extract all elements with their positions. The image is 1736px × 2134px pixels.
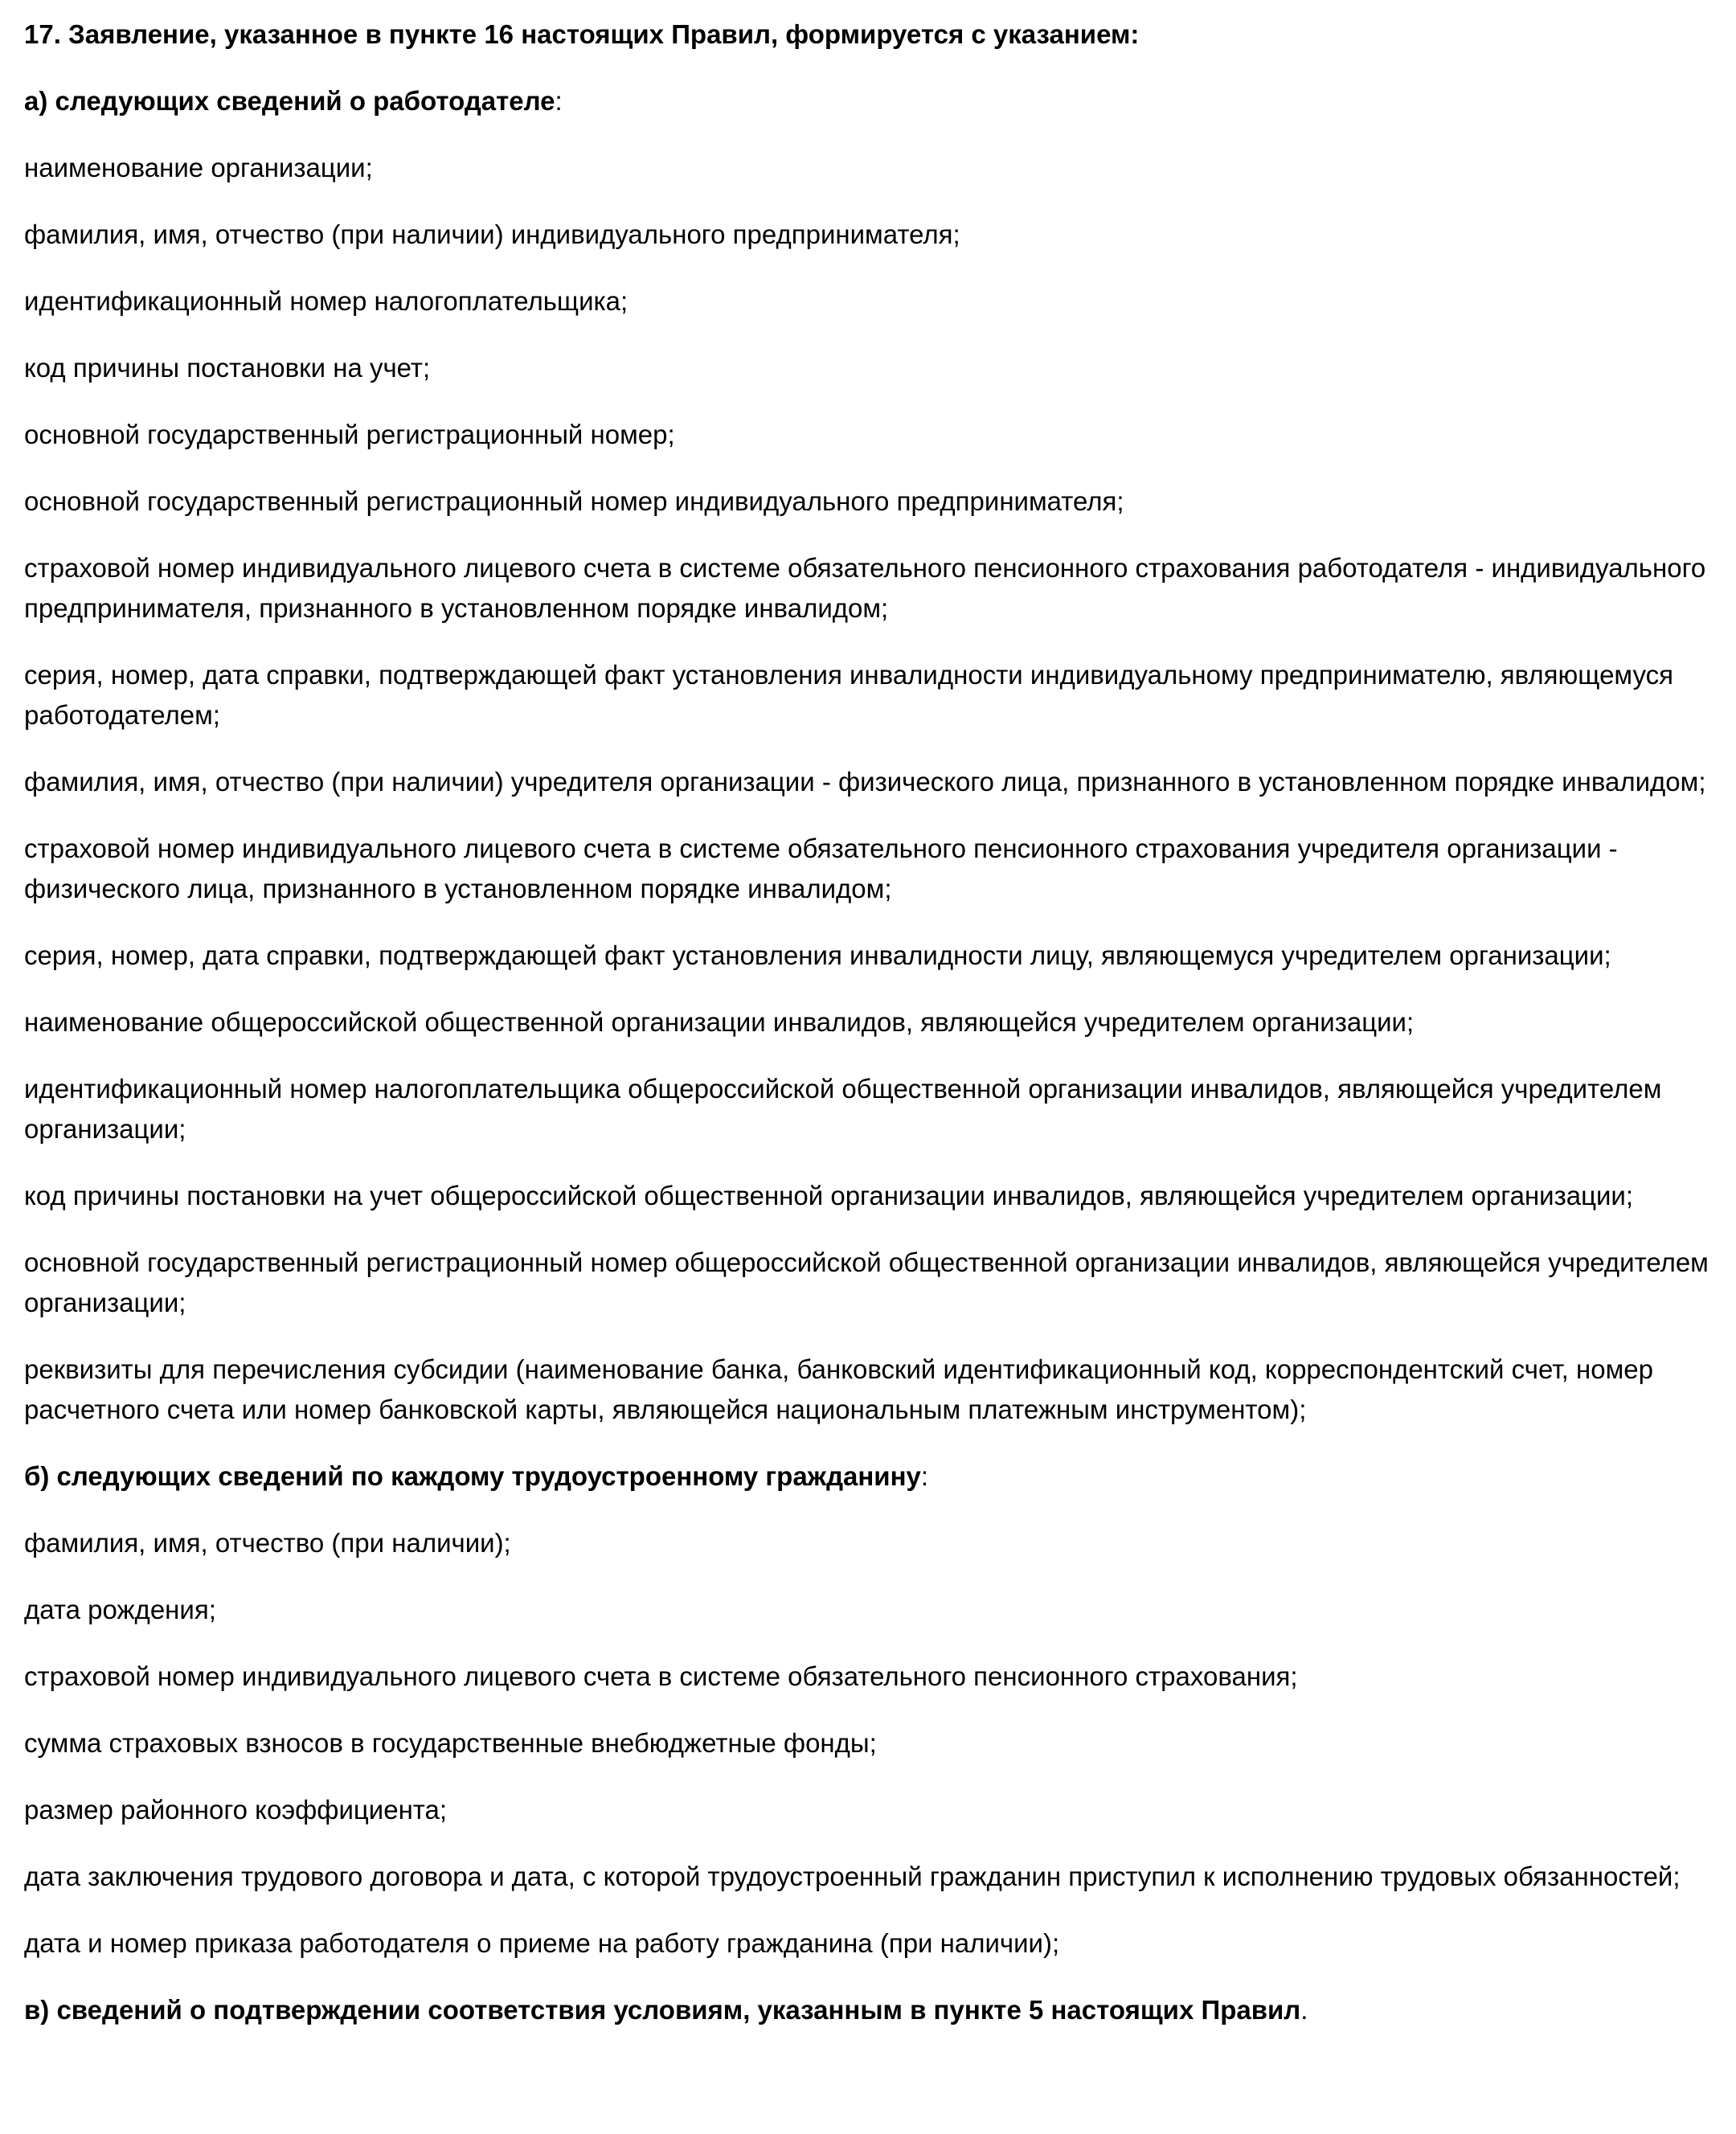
section-a-item: код причины постановки на учет; <box>24 353 431 383</box>
section-a-item: серия, номер, дата справки, подтверждающей факт установления инвалидности индивидуальному предпринимателю, являющемуся работодателем; <box>24 660 1673 730</box>
section-b-heading-text: б) следующих сведений по каждому трудоустроенному гражданину <box>24 1461 921 1491</box>
section-b-item: сумма страховых взносов в государственные внебюджетные фонды; <box>24 1728 877 1758</box>
section-b-item: страховой номер индивидуального лицевого счета в системе обязательного пенсионного страхования; <box>24 1661 1298 1691</box>
section-c-heading-suffix: . <box>1300 1995 1308 2025</box>
document-body <box>24 14 1712 2057</box>
section-b-item: дата рождения; <box>24 1595 216 1624</box>
section-a-item: серия, номер, дата справки, подтверждающей факт установления инвалидности лицу, являющемуся учредителем организации; <box>24 940 1611 970</box>
section-a-item: наименование общероссийской общественной организации инвалидов, являющейся учредителем организации; <box>24 1007 1415 1037</box>
document-title: 17. Заявление, указанное в пункте 16 настоящих Правил, формируется с указанием: <box>24 19 1140 49</box>
section-a-heading-text: а) следующих сведений о работодателе <box>24 86 555 116</box>
section-a-item: реквизиты для перечисления субсидии (наименование банка, банковский идентификационный код, корреспондентский счет, номер расчетного счета или номер банковской карты, являющейся национальным платежным инструментом); <box>24 1354 1653 1424</box>
section-b-item: дата и номер приказа работодателя о приеме на работу гражданина (при наличии); <box>24 1928 1060 1958</box>
section-b-item: фамилия, имя, отчество (при наличии); <box>24 1528 511 1558</box>
section-a-item: идентификационный номер налогоплательщика; <box>24 286 628 316</box>
section-a-item: фамилия, имя, отчество (при наличии) учредителя организации - физического лица, признанного в установленном порядке инвалидом; <box>24 767 1706 797</box>
section-c-heading <box>24 1990 1712 2030</box>
section-a-item: код причины постановки на учет общероссийской общественной организации инвалидов, являющейся учредителем организации; <box>24 1181 1634 1210</box>
section-b-heading <box>24 1456 1712 1497</box>
section-a-item: фамилия, имя, отчество (при наличии) индивидуального предпринимателя; <box>24 219 960 249</box>
section-b-item: размер районного коэффициента; <box>24 1795 448 1825</box>
section-a-item: основной государственный регистрационный номер индивидуального предпринимателя; <box>24 486 1124 516</box>
section-a-item: страховой номер индивидуального лицевого счета в системе обязательного пенсионного страхования работодателя - индивидуального предпринимателя, признанного в установленном порядке инвалидом; <box>24 553 1706 623</box>
section-b-heading-suffix: : <box>920 1461 929 1491</box>
section-a-item: идентификационный номер налогоплательщика общероссийской общественной организации инвалидов, являющейся учредителем организации; <box>24 1074 1662 1144</box>
section-a-heading-suffix: : <box>555 86 563 116</box>
section-b-item: дата заключения трудового договора и дата, с которой трудоустроенный гражданин приступил к исполнению трудовых обязанностей; <box>24 1862 1681 1891</box>
section-c-heading-text: в) сведений о подтверждении соответствия условиям, указанным в пункте 5 настоящих Правил <box>24 1995 1301 2025</box>
section-a-item: наименование организации; <box>24 153 373 182</box>
section-a-item: страховой номер индивидуального лицевого счета в системе обязательного пенсионного страхования учредителя организации - физического лица, признанного в установленном порядке инвалидом; <box>24 834 1618 903</box>
section-a-heading <box>24 81 1712 121</box>
section-a-item: основной государственный регистрационный номер; <box>24 420 675 449</box>
section-a-item: основной государственный регистрационный номер общероссийской общественной организации инвалидов, являющейся учредителем организации; <box>24 1247 1709 1317</box>
